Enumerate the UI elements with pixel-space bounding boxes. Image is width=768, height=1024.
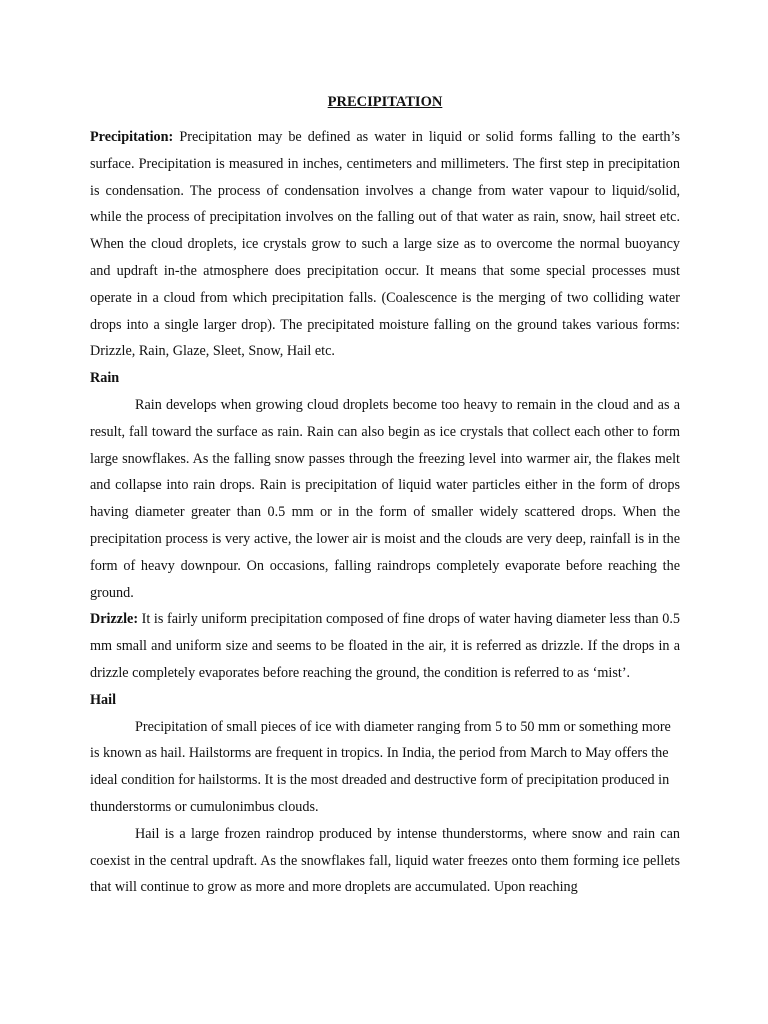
hail-heading: Hail	[90, 691, 117, 708]
page-title: PRECIPITATION	[327, 94, 443, 110]
hail-paragraph-2: Hail is a large frozen raindrop produced by intense thunderstorms, where snow and rain can coexist in the central updraft. As the snowflakes fall, liquid water freezes onto them forming ice pellets that will continue to grow as more and more droplets are accumulated. Upon reaching	[90, 825, 680, 896]
drizzle-paragraph	[90, 606, 680, 686]
precipitation-paragraph	[90, 124, 680, 365]
document-page	[90, 92, 680, 901]
rain-paragraph: Rain develops when growing cloud droplets become too heavy to remain in the cloud and as a result, fall toward the surface as rain. Rain can also begin as ice crystals that collect each other to form large snowflakes. As the falling snow passes through the freezing level into warmer air, the flakes melt and collapse into rain drops. Rain is precipitation of liquid water particles either in the form of drops having diameter greater than 0.5 mm or in the form of smaller widely scattered drops. When the precipitation process is very active, the lower air is moist and the clouds are very deep, rainfall is in the form of heavy downpour. On occasions, falling raindrops completely evaporate before reaching the ground.	[90, 396, 680, 601]
drizzle-label: Drizzle:	[90, 611, 139, 628]
drizzle-text: It is fairly uniform precipitation composed of fine drops of water having diameter less than 0.5 mm small and uniform size and seems to be floated in the air, it is referred as drizzle. If the drops in a drizzle completely evaporates before reaching the ground, the condition is referred to as ‘mist’.	[90, 611, 680, 681]
precipitation-text: Precipitation may be defined as water in liquid or solid forms falling to the earth’s surface. Precipitation is measured in inches, centimeters and millimeters. The first step in precipitation is condensation. The process of condensation involves a change from water vapour to liquid/solid, while the process of precipitation involves on the falling out of that water as rain, snow, hail street etc. When the cloud droplets, ice crystals grow to such a large size as to overcome the normal buoyancy and updraft in-the atmosphere does precipitation occur. It means that some special processes must operate in a cloud from which precipitation falls. (Coalescence is the merging of two colliding water drops into a single larger drop). The precipitated moisture falling on the ground takes various forms: Drizzle, Rain, Glaze, Sleet, Snow, Hail etc.	[90, 129, 680, 360]
precipitation-label: Precipitation:	[90, 129, 174, 145]
hail-paragraph-1: Precipitation of small pieces of ice with diameter ranging from 5 to 50 mm or something more is known as hail. Hailstorms are frequent in tropics. In India, the period from March to May offers the ideal condition for hailstorms. It is the most dreaded and destructive form of precipitation produced in thunderstorms or cumulonimbus clouds.	[90, 718, 671, 815]
rain-heading: Rain	[90, 370, 120, 387]
